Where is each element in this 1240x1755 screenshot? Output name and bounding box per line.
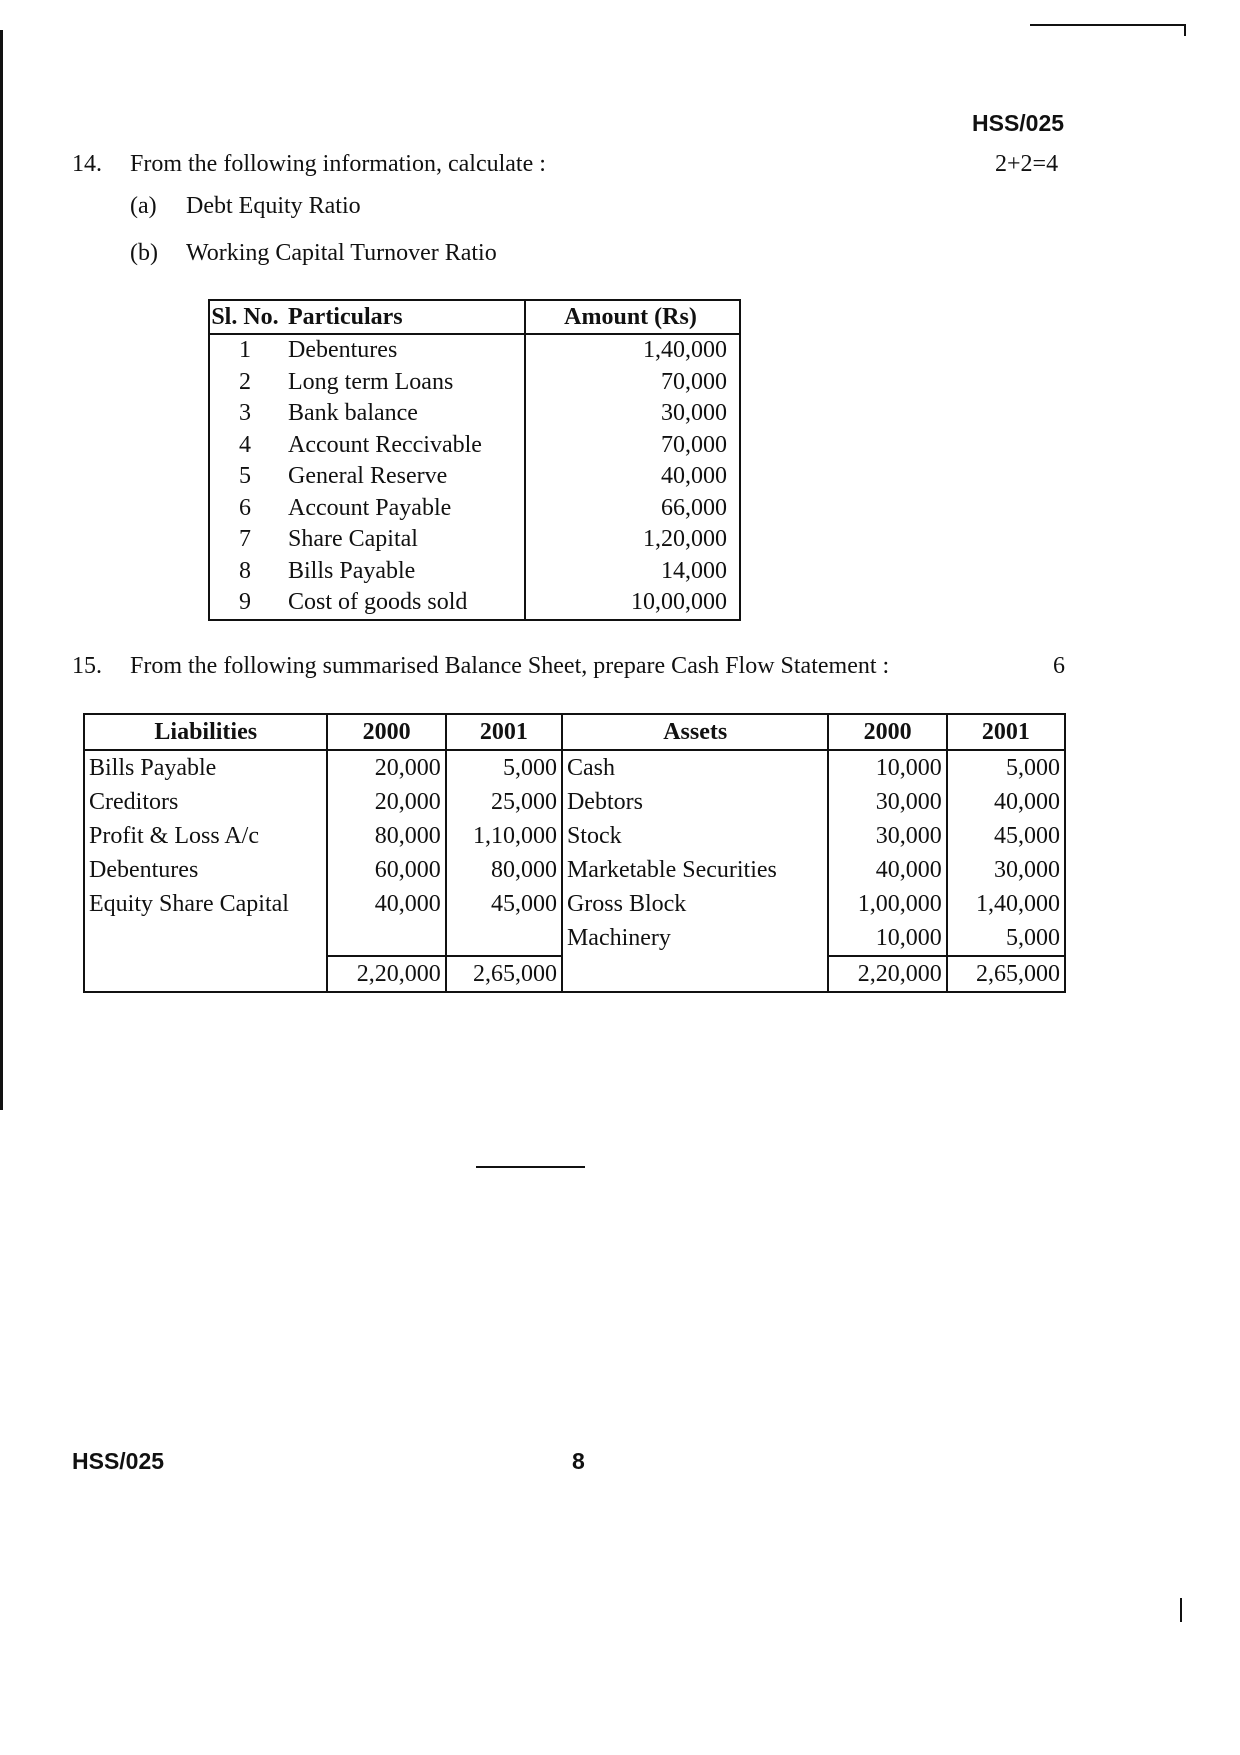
q15-question-text: From the following summarised Balance Sheet, prepare Cash Flow Statement : <box>130 653 890 679</box>
col-header-asset-2000: 2000 <box>828 714 946 750</box>
q14-table-header-row <box>209 300 740 334</box>
asset-2000-cell: 10,000 <box>828 750 946 785</box>
col-header-liab-2000: 2000 <box>327 714 445 750</box>
asset-2000-cell: 30,000 <box>828 785 946 819</box>
particular-cell: Debentures <box>288 337 398 364</box>
q15-marks: 6 <box>1053 653 1065 679</box>
table-row <box>209 334 740 367</box>
sl-no-cell: 6 <box>239 494 251 521</box>
liability-2001-cell <box>446 921 562 956</box>
scan-rule-top <box>1030 24 1186 26</box>
asset-cell: Cash <box>562 750 829 785</box>
asset-cell: Marketable Securities <box>562 853 829 887</box>
asset-2001-cell: 40,000 <box>947 785 1065 819</box>
end-rule <box>476 1166 585 1168</box>
totals-blank-cell <box>562 956 829 992</box>
amount-cell: 40,000 <box>525 461 740 493</box>
q15-balance-sheet-table <box>83 713 1066 993</box>
liability-2000-cell: 80,000 <box>327 819 445 853</box>
liability-2001-cell: 45,000 <box>446 887 562 921</box>
asset-2001-cell: 30,000 <box>947 853 1065 887</box>
liability-2001-cell: 5,000 <box>446 750 562 785</box>
totals-row <box>84 956 1065 992</box>
amount-cell: 70,000 <box>525 367 740 399</box>
asset-cell: Gross Block <box>562 887 829 921</box>
table-row <box>209 398 740 430</box>
scan-edge-left <box>0 30 3 1110</box>
particular-cell: Long term Loans <box>288 368 454 395</box>
q14-part-b-text: Working Capital Turnover Ratio <box>186 240 497 266</box>
scan-edge-right <box>1180 1598 1182 1622</box>
scan-rule-top-tick <box>1184 24 1186 36</box>
col-header-assets: Assets <box>562 714 829 750</box>
sl-no-cell: 3 <box>239 400 251 427</box>
particular-cell: Bills Payable <box>288 557 416 584</box>
totals-blank-cell <box>84 956 327 992</box>
particular-cell: Bank balance <box>288 400 418 427</box>
col-header-asset-2001: 2001 <box>947 714 1065 750</box>
col-header-sl-no: Sl. No. <box>209 300 280 334</box>
sl-no-cell: 9 <box>239 589 251 616</box>
liability-2001-cell: 25,000 <box>446 785 562 819</box>
q14-question-text: From the following information, calculate : <box>130 151 546 177</box>
amount-cell: 10,00,000 <box>525 587 740 620</box>
q14-part-a-text: Debt Equity Ratio <box>186 193 361 219</box>
col-header-liab-2001: 2001 <box>446 714 562 750</box>
footer-paper-code: HSS/025 <box>72 1448 165 1474</box>
table-row <box>209 493 740 525</box>
q15-number: 15. <box>72 653 102 679</box>
col-header-particulars: Particulars <box>280 300 525 334</box>
liability-2000-cell: 60,000 <box>327 853 445 887</box>
table-row <box>209 430 740 462</box>
col-header-liabilities: Liabilities <box>84 714 327 750</box>
liability-2001-cell: 1,10,000 <box>446 819 562 853</box>
total-liability-2001: 2,65,000 <box>446 956 562 992</box>
liability-cell: Bills Payable <box>84 750 327 785</box>
liability-2001-cell: 80,000 <box>446 853 562 887</box>
particular-cell: Cost of goods sold <box>288 589 468 616</box>
amount-cell: 30,000 <box>525 398 740 430</box>
sl-no-cell: 7 <box>239 526 251 553</box>
table-row <box>209 461 740 493</box>
total-asset-2000: 2,20,000 <box>828 956 946 992</box>
table-row <box>84 887 1065 921</box>
asset-cell: Debtors <box>562 785 829 819</box>
asset-2001-cell: 5,000 <box>947 921 1065 956</box>
total-liability-2000: 2,20,000 <box>327 956 445 992</box>
amount-cell: 1,20,000 <box>525 524 740 556</box>
table-row <box>84 785 1065 819</box>
liability-2000-cell <box>327 921 445 956</box>
sl-no-cell: 8 <box>239 557 251 584</box>
particular-cell: General Reserve <box>288 463 448 490</box>
header-paper-code: HSS/025 <box>972 110 1065 136</box>
amount-cell: 1,40,000 <box>525 334 740 367</box>
asset-2000-cell: 1,00,000 <box>828 887 946 921</box>
q14-part-b-label: (b) <box>130 240 158 266</box>
liability-cell: Profit & Loss A/c <box>84 819 327 853</box>
liability-cell: Debentures <box>84 853 327 887</box>
table-row <box>209 367 740 399</box>
particular-cell: Account Reccivable <box>288 431 482 458</box>
liability-2000-cell: 20,000 <box>327 785 445 819</box>
asset-2000-cell: 30,000 <box>828 819 946 853</box>
q14-part-a-label: (a) <box>130 193 157 219</box>
q15-table-header-row <box>84 714 1065 750</box>
liability-2000-cell: 20,000 <box>327 750 445 785</box>
liability-cell: Creditors <box>84 785 327 819</box>
particular-cell: Share Capital <box>288 526 418 553</box>
asset-2001-cell: 1,40,000 <box>947 887 1065 921</box>
asset-cell: Stock <box>562 819 829 853</box>
table-row <box>84 921 1065 956</box>
liability-cell: Equity Share Capital <box>84 887 327 921</box>
sl-no-cell: 4 <box>239 431 251 458</box>
amount-cell: 70,000 <box>525 430 740 462</box>
asset-2001-cell: 45,000 <box>947 819 1065 853</box>
table-row <box>209 524 740 556</box>
q14-number: 14. <box>72 151 102 177</box>
asset-2000-cell: 40,000 <box>828 853 946 887</box>
sl-no-cell: 5 <box>239 463 251 490</box>
table-row <box>84 853 1065 887</box>
table-row <box>84 750 1065 785</box>
asset-2000-cell: 10,000 <box>828 921 946 956</box>
liability-2000-cell: 40,000 <box>327 887 445 921</box>
amount-cell: 14,000 <box>525 556 740 588</box>
table-row <box>209 587 740 620</box>
sl-no-cell: 2 <box>239 368 251 395</box>
table-row <box>84 819 1065 853</box>
particular-cell: Account Payable <box>288 494 452 521</box>
total-asset-2001: 2,65,000 <box>947 956 1065 992</box>
asset-2001-cell: 5,000 <box>947 750 1065 785</box>
q14-ratio-table <box>208 299 741 621</box>
asset-cell: Machinery <box>562 921 829 956</box>
amount-cell: 66,000 <box>525 493 740 525</box>
table-row <box>209 556 740 588</box>
liability-cell <box>84 921 327 956</box>
page-number: 8 <box>572 1448 585 1474</box>
q14-marks: 2+2=4 <box>995 151 1059 177</box>
col-header-amount: Amount (Rs) <box>525 300 740 334</box>
sl-no-cell: 1 <box>239 337 251 364</box>
